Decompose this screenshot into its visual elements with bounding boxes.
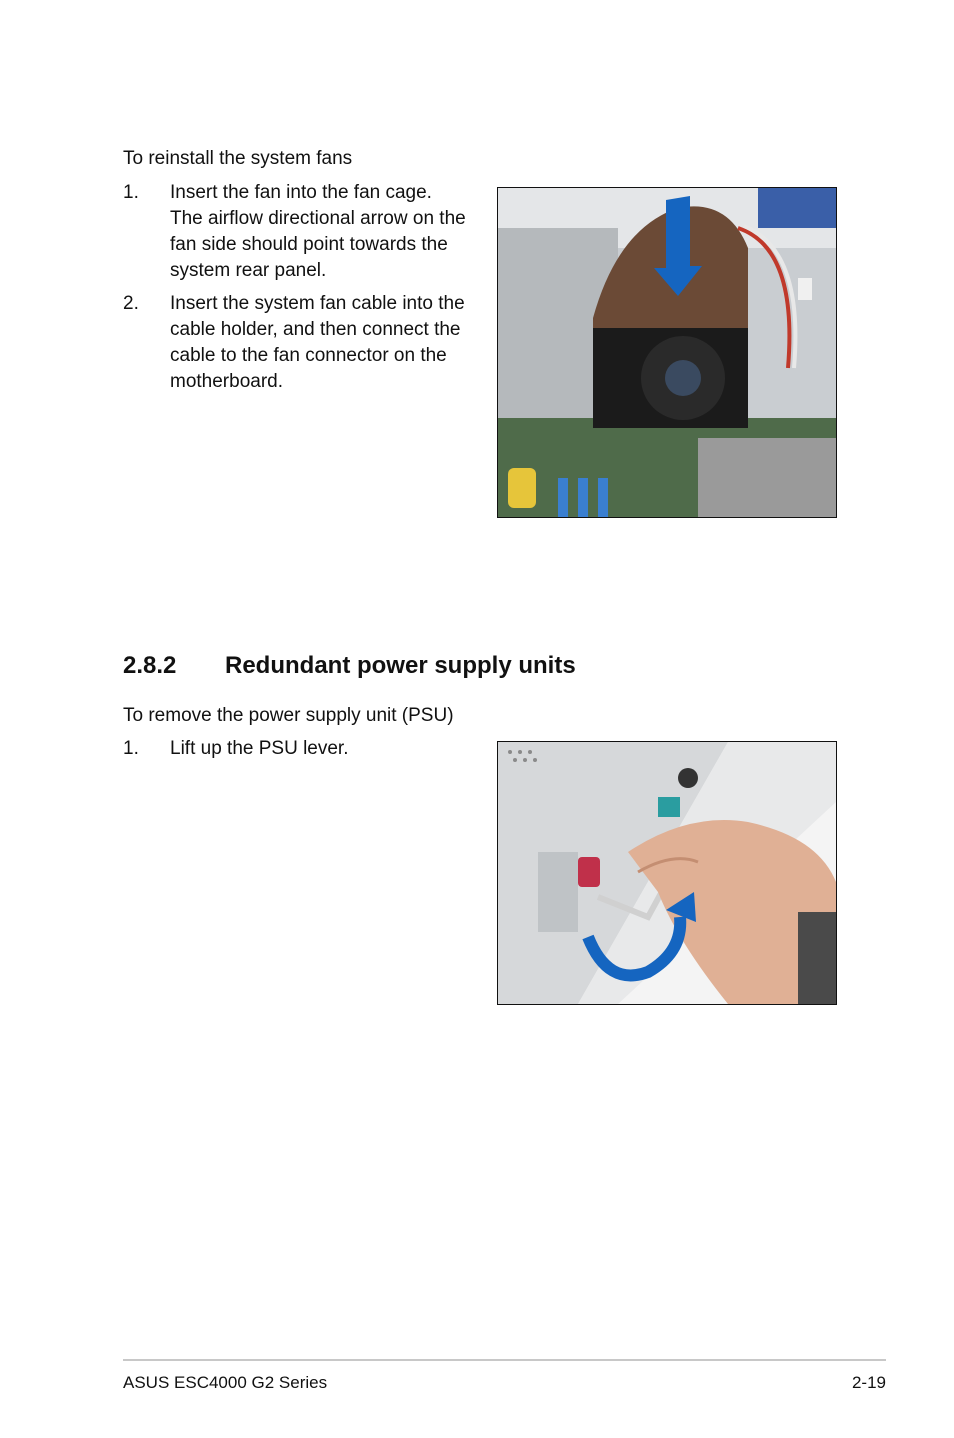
fan-install-intro: To reinstall the system fans [123, 148, 353, 169]
fan-step-1-line-3: fan side should point towards the [170, 234, 448, 255]
fan-install-photo [497, 187, 837, 518]
fan-step-1-line-2: The airflow directional arrow on the [170, 208, 466, 229]
fan-step-2-line-3: cable to the fan connector on the [170, 345, 447, 366]
fan-step-1-line-1: Insert the fan into the fan cage. [170, 182, 432, 203]
footer-product-name: ASUS ESC4000 G2 Series [123, 1373, 328, 1392]
fan-step-1-text [170, 180, 480, 284]
fan-step-2-number: 2. [123, 293, 139, 314]
fan-step-2-line-1: Insert the system fan cable into the [170, 293, 465, 314]
section-title: Redundant power supply units [225, 652, 576, 679]
fan-install-illustration [498, 188, 836, 517]
psu-lever-photo [497, 741, 837, 1005]
fan-step-1-number: 1. [123, 182, 139, 203]
fan-step-2-line-2: cable holder, and then connect the [170, 319, 461, 340]
psu-step-1-text: Lift up the PSU lever. [170, 738, 349, 759]
psu-step-1-number: 1. [123, 738, 139, 759]
footer-page-number: 2-19 [851, 1373, 886, 1392]
footer-rule [123, 1359, 886, 1361]
section-number: 2.8.2 [123, 652, 177, 679]
fan-step-2-text [170, 291, 480, 395]
psu-lever-illustration [498, 742, 836, 1004]
fan-step-2-line-4: motherboard. [170, 371, 284, 392]
psu-remove-intro: To remove the power supply unit (PSU) [123, 705, 454, 726]
fan-step-1-line-4: system rear panel. [170, 260, 327, 281]
